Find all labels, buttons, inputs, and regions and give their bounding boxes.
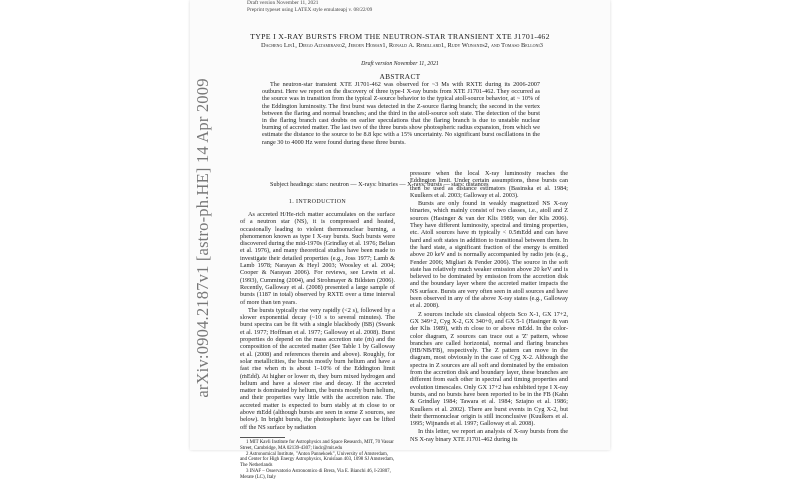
footnote: 3 INAF – Osservatorio Astronomico di Brera, Via E. Bianchi 46, I-23807, Merate (LC), Italy — [240, 468, 391, 480]
preprint-style: Preprint typeset using LATEX style emulateapj v. 08/22/09 — [247, 6, 373, 13]
footnote: 1 MIT Kavli Institute for Astrophysics and Space Research, MIT, 70 Vassar Street, Cambridge, MA 02139-4307; lindc@mit.edu — [240, 439, 394, 451]
subject-headings: Subject headings: stars: neutron — X-rays: binaries — X-rays: bursts — stars: distances — [270, 181, 489, 188]
body-paragraph: pressure when the local X-ray luminosity reaches the Eddington limit. Under certain assumptions, these bursts can then be used as distance estimators (Basinska et al. 1984; Kuulkers et al. 2003; Galloway et al. 2003). — [410, 170, 568, 199]
abstract-heading: ABSTRACT — [379, 72, 421, 81]
viewer-background-left — [0, 0, 190, 450]
body-paragraph: Z sources include six classical objects Sco X-1, GX 17+2, GX 349+2, Cyg X-2, GX 340+0, and GX 5-1 (Hasinger & van der Klis 1989), with ṁ close to or above ṁEdd. In the color-color diagram, Z sources can trace out a 'Z' pattern, whose branches are called horizontal, normal and flaring branches (HB/NB/FB), respectively. The Z pattern can move in the diagram, most obviously in the case of Cyg X-2. Although the spectra in Z sources are all soft and dominated by the emission from the accretion disk and boundary layer, these branches are different from each other in spectral and timing properties and evolution timescales. Only GX 17+2 has exhibited type I X-ray bursts, and no bursts have been reported to be in the FB (Kahn & Grindlay 1984; Tawara et al. 1984; Sztajno et al. 1986; Kuulkers et al. 2002). There are burst events in Cyg X-2, but their thermonuclear origin is still inconclusive (Kuulkers et al. 1995; Wijnands et al. 1997; Galloway et al. 2008). — [410, 310, 568, 428]
paper-page — [190, 0, 610, 480]
author-list: Dacheng Lin1, Diego Altamirano2, Jeroen Homan1, Ronald A. Remillard1, Rudy Wijnands2, and Tomaso Belloni3 — [261, 42, 543, 49]
viewer-background-right — [610, 0, 800, 450]
preprint-header — [247, 0, 372, 13]
body-paragraph: In this letter, we report an analysis of X-ray bursts from the NS X-ray binary XTE J1701-462 during its — [410, 428, 568, 443]
abstract-text: The neutron-star transient XTE J1701-462 was observed for ~3 Ms with RXTE during its 2006-2007 outburst. Here we report on the discovery of three type-I X-ray bursts from XTE J1701-462. They occurred as the source was in transition from the typical Z-source behavior to the typical atoll-source behavior, at ~ 10% of the Eddington luminosity. The first burst was detected in the Z-source flaring branch; the second in the vertex between the flaring and normal branches; and the third in the atoll-source soft state. The detection of the burst in the flaring branch cast doubts on earlier speculations that the flaring branch is due to unstable nuclear burning of accreted matter. The last two of the three bursts show photospheric radius expansion, from which we estimate the distance to the source to be 8.8 kpc with a 15% uncertainty. No significant burst oscillations in the range 30 to 4000 Hz were found during these three bursts. — [262, 81, 540, 146]
footnote: 2 Astronomical Institute, "Anton Pannekoek", University of Amsterdam, and Center for High Energy Astrophysics, Kruislaan 403, 1098 SJ Amsterdam, The Netherlands — [240, 451, 395, 469]
arxiv-identifier-stamp: arXiv:0904.2187v1 [astro-ph.HE] 14 Apr 2009 — [193, 78, 212, 398]
left-column — [240, 199, 395, 480]
body-paragraph: The bursts typically rise very rapidly (<2 s), followed by a slower exponential decay (~10 s to several minutes). The burst spectra can be fit with a single blackbody (BB) (Swank et al. 1977; Hoffman et al. 1977; Galloway et al. 2008). Burst properties do depend on the mass accretion rate (ṁ) and the composition of the accreted matter (See Table 1 by Galloway et al. (2008) and references therein and above). Roughly, for solar metallicities, the bursts mostly burn helium and have a fast rise when ṁ is about 1–10% of the Eddington limit (ṁEdd). At higher or lower ṁ, they burn mixed hydrogen and helium and have a slower rise and decay. If the accreted matter is dominated by helium, the bursts mostly burn helium, and their properties vary little with the accretion rate. The accreted matter is expected to burn stably at ṁ close to or above ṁEdd (although bursts are seen in some Z sources, see below). In bright bursts, the photospheric layer can be lifted off the NS surface by radiation — [240, 306, 395, 431]
footnote-rule — [240, 437, 285, 438]
draft-version: Draft version November 11, 2021 — [361, 61, 439, 67]
body-paragraph: Bursts are only found in weakly magnetized NS X-ray binaries, which mainly consist of two classes, i.e., atoll and Z sources (Hasinger & van der Klis 1989; van der Klis 2006). They have different luminosity, spectral and timing properties, etc. Atoll sources have ṁ typically < 0.5ṁEdd and can have hard and soft states in addition to transitional between them. In the hard state, a significant fraction of the energy is emitted above 20 keV and is normally accompanied by radio jets (e.g., Fender 2006; Migliari & Fender 2006). The source in the soft state has relatively much weaker emission above 20 keV and is believed to be dominated by emission from the accretion disk and the boundary layer where the accreted matter impacts the NS surface. Bursts are very often seen in atoll sources and have been observed in any of the above X-ray states (e.g., Galloway et al. 2008). — [410, 200, 568, 310]
preprint-date: Draft version November 11, 2021 — [247, 0, 319, 6]
right-column — [410, 170, 568, 444]
body-paragraph: As accreted H/He-rich matter accumulates on the surface of a neutron star (NS), it is compressed and heated, occasionally leading to violent thermonuclear burning, a phenomenon known as type I X-ray bursts. Such bursts were discovered during the mid-1970s (Grindlay et al. 1976; Belian et al. 1976), and many theoretical studies have been made to investigate their detailed properties (e.g., Joss 1977; Lamb & Lamb 1978; Narayan & Heyl 2003; Woosley et al. 2004; Cooper & Narayan 2006). For reviews, see Lewin et al. (1993), Cumming (2004), and Strohmayer & Bildsten (2006). Recently, Galloway et al. (2008) presented a large sample of bursts (1187 in total) observed by RXTE over a time interval of more than ten years. — [240, 211, 395, 306]
paper-title: TYPE I X-RAY BURSTS FROM THE NEUTRON-STAR TRANSIENT XTE J1701-462 — [250, 32, 550, 41]
section-heading-introduction: 1. INTRODUCTION — [288, 199, 347, 205]
